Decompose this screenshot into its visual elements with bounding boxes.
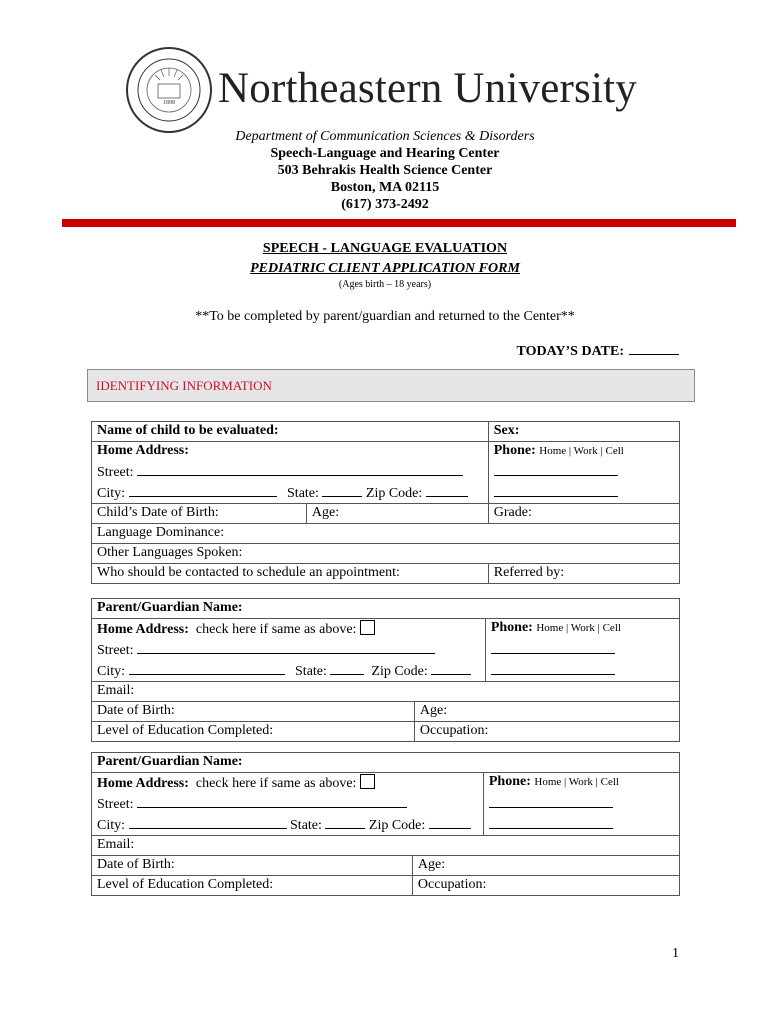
language-dominance-field[interactable]: Language Dominance: [92,524,680,544]
child-info-table [91,421,680,584]
referred-by-field[interactable]: Referred by: [488,564,679,584]
todays-date-blank[interactable] [629,342,679,355]
university-name: Northeastern University [218,65,637,112]
todays-date-label: TODAY’S DATE: [516,344,624,359]
guardian-2-street-field[interactable]: Street: [92,793,484,814]
age-range: (Ages birth – 18 years) [338,279,432,290]
instruction: **To be completed by parent/guardian and returned to the Center** [195,309,575,324]
guardian-2-phone-line-1[interactable] [483,793,679,814]
other-languages-field[interactable]: Other Languages Spoken: [92,544,680,564]
guardian-1-name-field[interactable]: Parent/Guardian Name: [92,599,680,619]
guardian-1-email-field[interactable]: Email: [92,682,680,702]
guardian-1-table [91,598,680,742]
guardian-2-same-address-checkbox[interactable] [360,774,375,789]
guardian-2-phone-label: Phone: Home | Work | Cell [483,773,679,794]
address-line-2: Boston, MA 02115 [330,180,440,195]
guardian-1-phone-line-2[interactable] [485,660,679,682]
guardian-2-home-address-label: Home Address: check here if same as above: [92,773,484,794]
child-grade-field[interactable]: Grade: [488,504,679,524]
child-phone-line-1[interactable] [488,461,679,482]
child-phone-label: Phone: Home | Work | Cell [488,442,679,462]
child-street-field[interactable]: Street: [92,461,489,482]
guardian-2-name-field[interactable]: Parent/Guardian Name: [92,753,680,773]
form-subtitle: PEDIATRIC CLIENT APPLICATION FORM [250,261,520,276]
guardian-1-city-state-zip[interactable]: City: State: Zip Code: [92,660,486,682]
child-name-field[interactable]: Name of child to be evaluated: [92,422,489,442]
center-name: Speech-Language and Hearing Center [270,146,500,161]
guardian-2-city-state-zip[interactable]: City: State: Zip Code: [92,814,484,836]
center-phone: (617) 373-2492 [341,197,429,212]
red-divider [62,219,736,227]
address-line-1: 503 Behrakis Health Science Center [277,163,493,178]
guardian-1-home-address-label: Home Address: check here if same as above: [92,619,486,640]
guardian-2-email-field[interactable]: Email: [92,836,680,856]
guardian-1-dob-field[interactable]: Date of Birth: [92,702,415,722]
guardian-2-dob-field[interactable]: Date of Birth: [92,856,413,876]
guardian-2-age-field[interactable]: Age: [412,856,679,876]
guardian-1-education-field[interactable]: Level of Education Completed: [92,722,415,742]
guardian-1-age-field[interactable]: Age: [414,702,679,722]
child-phone-line-2[interactable] [488,482,679,504]
child-sex-field[interactable]: Sex: [488,422,679,442]
form-title: SPEECH - LANGUAGE EVALUATION [262,241,508,256]
guardian-1-street-field[interactable]: Street: [92,639,486,660]
guardian-1-occupation-field[interactable]: Occupation: [414,722,679,742]
child-city-state-zip[interactable]: City: State: Zip Code: [92,482,489,504]
identifying-info-header: IDENTIFYING INFORMATION [87,369,695,402]
child-age-field[interactable]: Age: [306,504,488,524]
guardian-2-phone-line-2[interactable] [483,814,679,836]
university-seal [125,46,213,134]
page-number: 1 [672,946,679,961]
guardian-1-phone-line-1[interactable] [485,639,679,660]
department: Department of Communication Sciences & Disorders [235,129,535,144]
guardian-2-education-field[interactable]: Level of Education Completed: [92,876,413,896]
guardian-2-table [91,752,680,896]
guardian-1-phone-label: Phone: Home | Work | Cell [485,619,679,640]
child-home-address-label: Home Address: [92,442,489,462]
seal-year: 1898 [163,100,175,106]
contact-person-field[interactable]: Who should be contacted to schedule an appointment: [92,564,489,584]
guardian-1-same-address-checkbox[interactable] [360,620,375,635]
todays-date-field[interactable] [517,342,680,360]
child-dob-field[interactable]: Child’s Date of Birth: [92,504,307,524]
guardian-2-occupation-field[interactable]: Occupation: [412,876,679,896]
